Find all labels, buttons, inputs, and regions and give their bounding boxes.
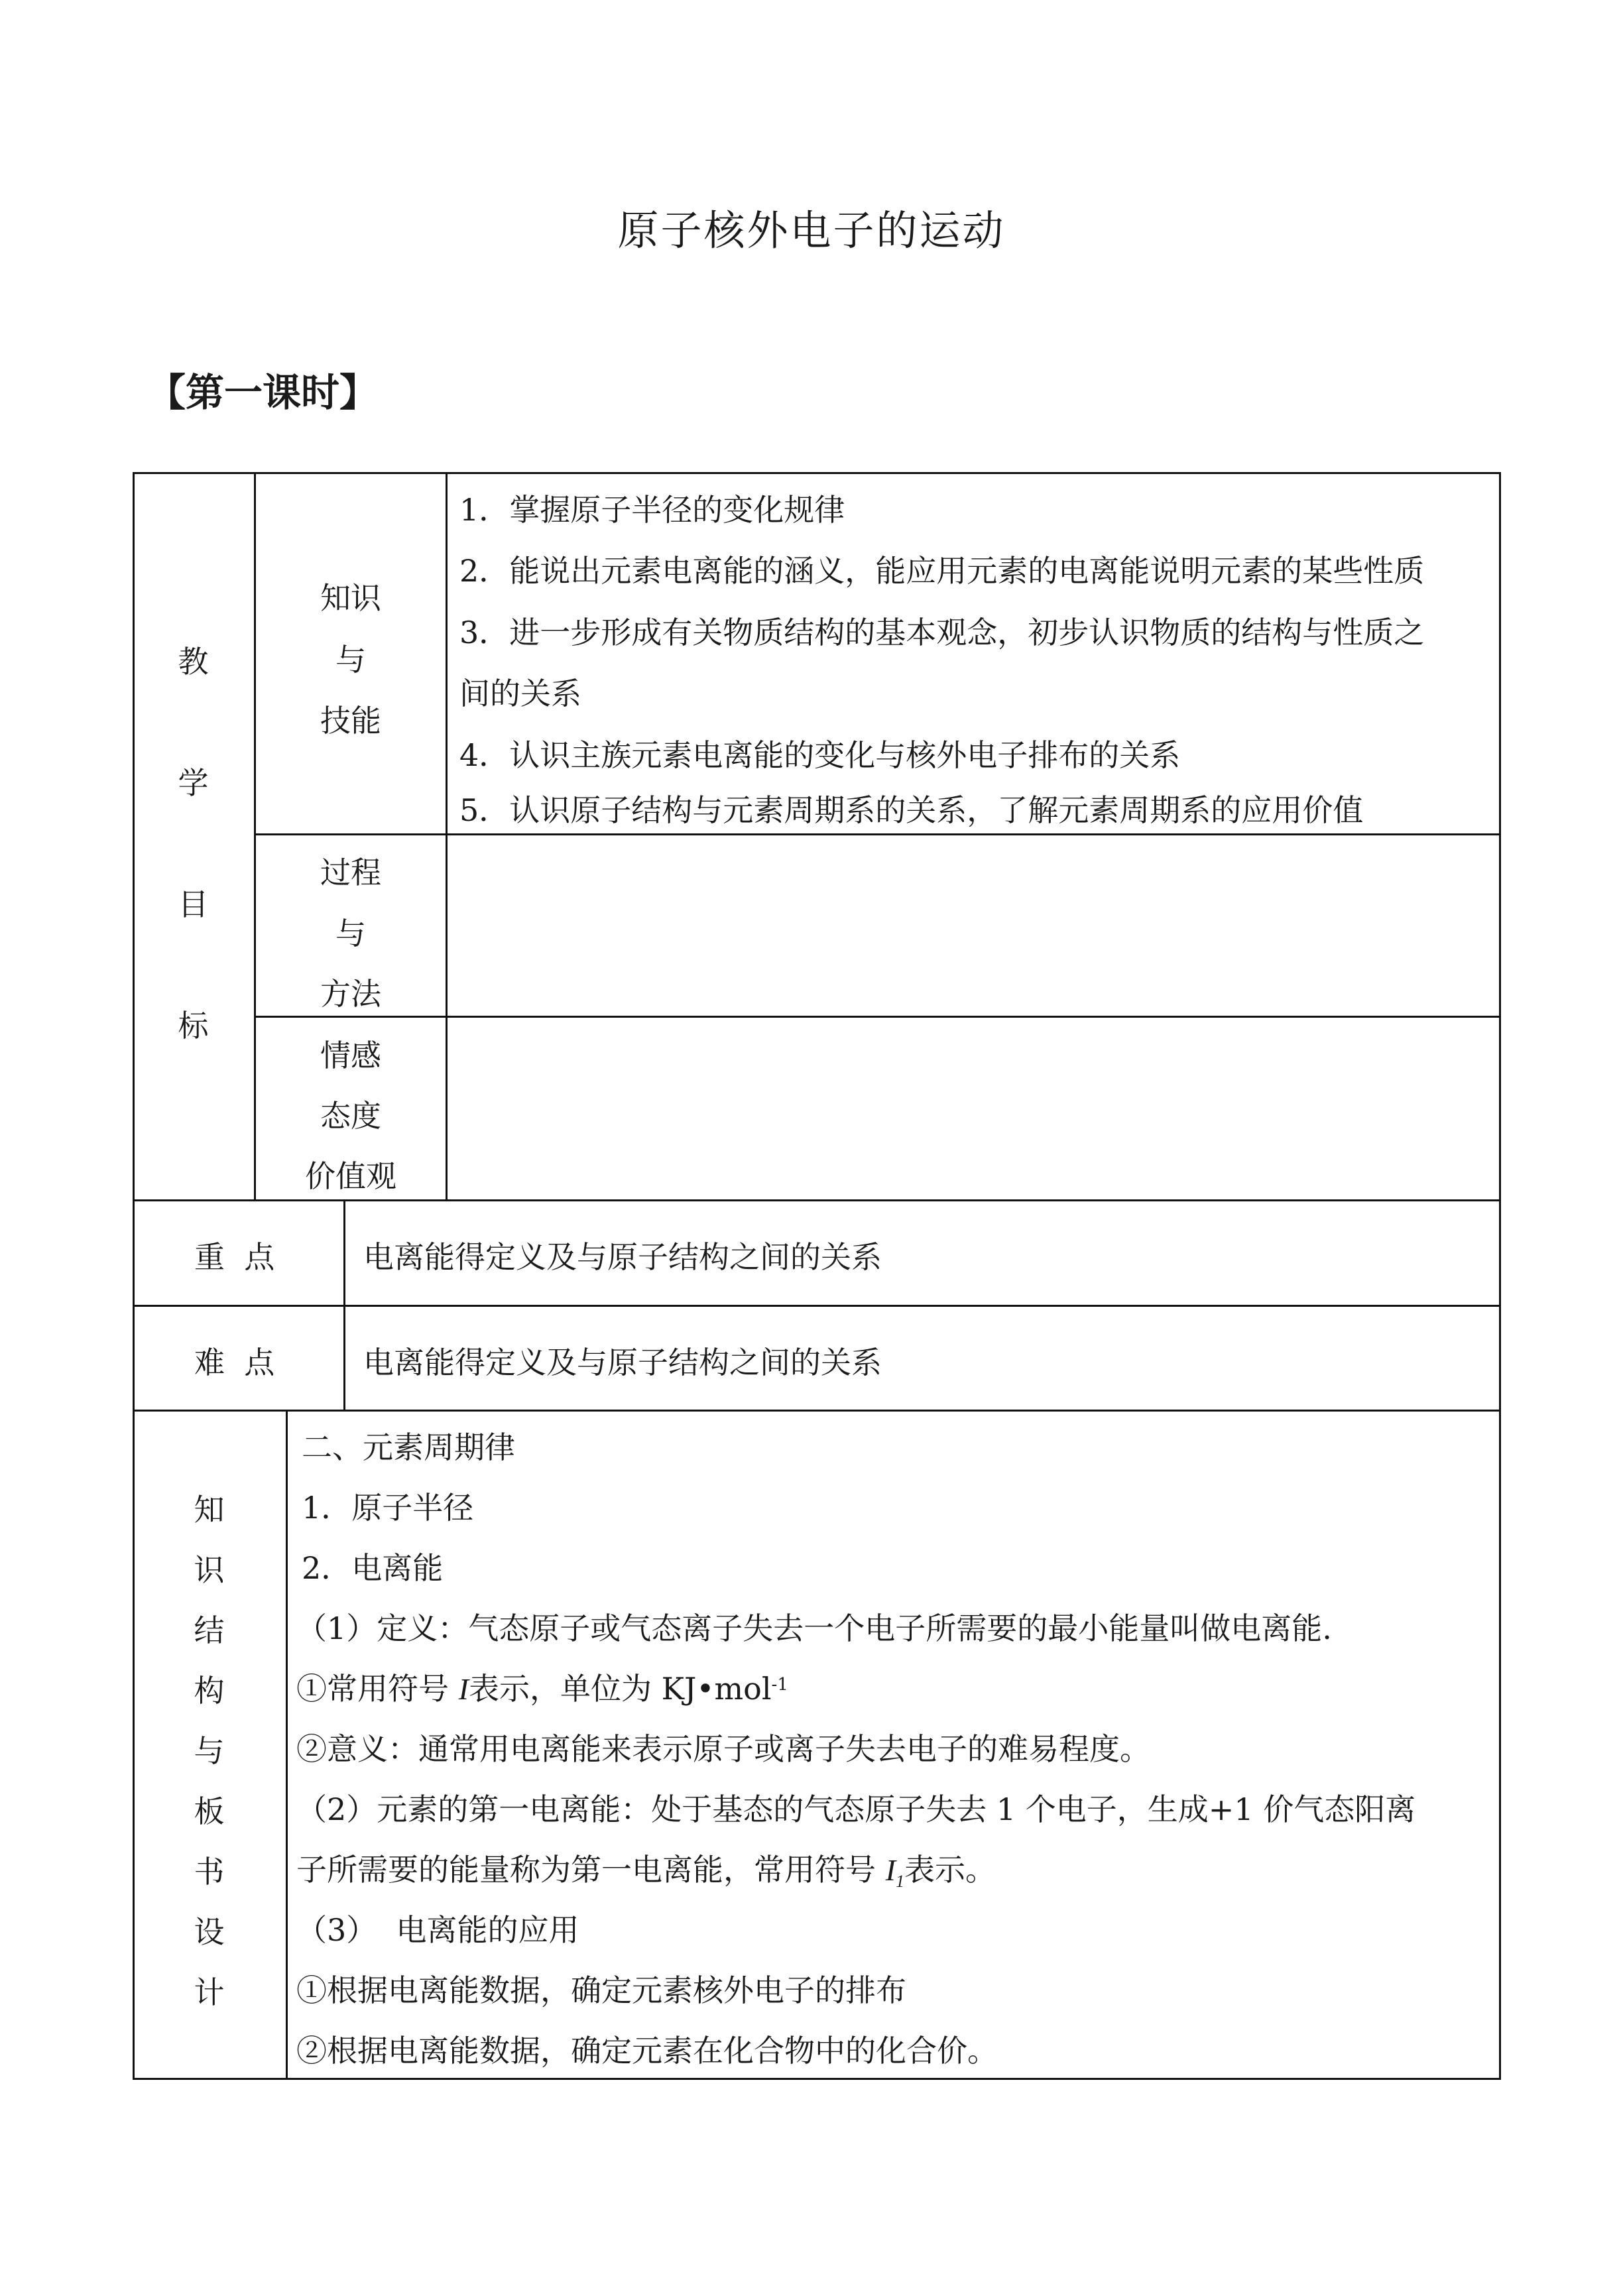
content-line: 2．电离能 bbox=[302, 1550, 444, 1586]
label-char: 教 bbox=[178, 644, 209, 680]
content-line: ②意义：通常用电离能来表示原子或离子失去电子的难易程度。 bbox=[296, 1731, 1150, 1767]
list-item: 3．进一步形成有关物质结构的基本观念，初步认识物质的结构与性质之 bbox=[459, 615, 1425, 650]
label-char: 构 bbox=[194, 1673, 225, 1709]
label-line: 方法 bbox=[320, 976, 381, 1012]
divider bbox=[133, 1199, 1501, 1201]
divider bbox=[286, 1410, 288, 2079]
list-item: 2．能说出元素电离能的涵义，能应用元素的电离能说明元素的某些性质 bbox=[459, 553, 1425, 589]
label-line: 知识 bbox=[320, 580, 381, 616]
label-char: 标 bbox=[178, 1008, 209, 1044]
label-line: 态度 bbox=[320, 1098, 381, 1134]
content-line: 二、元素周期律 bbox=[302, 1429, 515, 1465]
table-border-top bbox=[133, 472, 1501, 474]
label-line: 与 bbox=[335, 642, 366, 678]
divider bbox=[133, 1410, 1501, 1412]
label-line: 技能 bbox=[320, 703, 381, 739]
divider bbox=[254, 833, 1501, 835]
difficulty-label: 难 点 bbox=[194, 1345, 275, 1380]
label-char: 计 bbox=[194, 1974, 225, 2010]
divider bbox=[133, 1305, 1501, 1307]
difficulty-content: 电离能得定义及与原子结构之间的关系 bbox=[363, 1345, 882, 1380]
page-title: 原子核外电子的运动 bbox=[617, 206, 1006, 255]
label-char: 目 bbox=[178, 886, 209, 922]
label-char: 设 bbox=[194, 1914, 225, 1950]
label-line: 与 bbox=[335, 916, 366, 951]
table-border-bottom bbox=[133, 2078, 1501, 2080]
divider bbox=[446, 472, 448, 1201]
label-line: 价值观 bbox=[305, 1158, 396, 1194]
list-item: 1．掌握原子半径的变化规律 bbox=[459, 492, 845, 528]
label-char: 与 bbox=[194, 1733, 225, 1769]
label-char: 结 bbox=[194, 1612, 225, 1648]
content-line: （2）元素的第一电离能：处于基态的气态原子失去 1 个电子，生成+1 价气态阳离 bbox=[296, 1791, 1416, 1827]
divider bbox=[254, 1016, 1501, 1018]
content-line: 1．原子半径 bbox=[302, 1490, 474, 1526]
label-line: 过程 bbox=[320, 855, 381, 890]
label-char: 识 bbox=[194, 1552, 225, 1588]
content-line: ①根据电离能数据，确定元素核外电子的排布 bbox=[296, 1972, 906, 2008]
content-line: ②根据电离能数据，确定元素在化合物中的化合价。 bbox=[296, 2033, 998, 2069]
list-item: 4．认识主族元素电离能的变化与核外电子排布的关系 bbox=[459, 737, 1181, 773]
content-line: （3） 电离能的应用 bbox=[296, 1912, 579, 1948]
label-char: 书 bbox=[194, 1854, 225, 1890]
table-border-right bbox=[1499, 472, 1501, 2080]
content-line: 子所需要的能量称为第一电离能，常用符号 $I_1$表示。 bbox=[296, 1852, 996, 1892]
list-item: 5．认识原子结构与元素周期系的关系，了解元素周期系的应用价值 bbox=[459, 792, 1364, 828]
list-item: 间的关系 bbox=[459, 676, 581, 711]
label-char: 板 bbox=[194, 1793, 225, 1829]
lesson-heading: 【第一课时】 bbox=[147, 370, 379, 415]
key-point-label: 重 点 bbox=[194, 1239, 275, 1275]
divider bbox=[254, 472, 256, 1201]
content-line: （1）定义：气态原子或气态离子失去一个电子所需要的最小能量叫做电离能. bbox=[296, 1610, 1332, 1646]
content-line: ①常用符号 I表示，单位为 KJ•mol$^{-1}$ bbox=[296, 1671, 788, 1707]
label-line: 情感 bbox=[320, 1038, 381, 1073]
key-point-content: 电离能得定义及与原子结构之间的关系 bbox=[363, 1239, 882, 1275]
label-char: 知 bbox=[194, 1492, 225, 1528]
label-char: 学 bbox=[178, 765, 209, 801]
table-border-left bbox=[133, 472, 135, 2080]
